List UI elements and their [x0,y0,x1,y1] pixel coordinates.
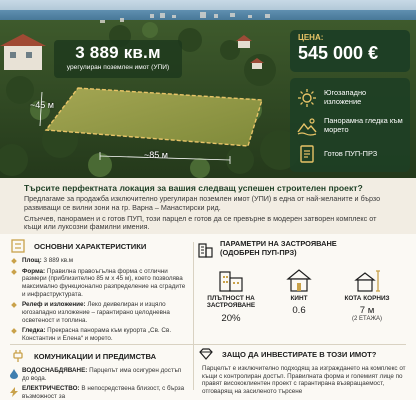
document-icon [296,143,318,165]
intro-paragraph: Слънчев, панорамен и с готов ПУП, този парцел е готов да се превърне в модерен затворен комплекс от къщи или луксозни фамилни имения. [24,213,377,232]
feature-item [296,140,404,168]
metric-value: 7 м [359,305,375,317]
metric-kint [266,266,332,316]
plug-icon [10,348,26,364]
metric-label: КОТА КОРНИЗ [344,295,390,302]
metric-label: КИНТ [290,295,308,302]
metric-sub: (2 ЕТАЖА) [351,316,382,323]
list-item: Гледка: Прекрасна панорама към курорта „Св. Св. Константин и Елена“ и морето. [10,327,190,342]
water-drop-icon [10,367,18,382]
landscape-icon [296,115,318,137]
list-item: Форма: Правилна правоъгълна форма с отлични размери (приблизително 85 м х 45 м), което позволява максимално функционално разпределение на сградите и инфраструктурата. [10,268,190,299]
features-panel [290,78,410,172]
feature-item [296,112,404,140]
communications-header [10,348,190,364]
characteristics-title: ОСНОВНИ ХАРАКТЕРИСТИКИ [34,241,147,251]
characteristics-header [10,238,190,254]
metric-cornice [334,266,400,322]
why-invest-header [198,346,408,362]
house-icon [266,266,332,292]
communications-column [10,348,190,400]
building-icon [198,266,264,292]
intro-paragraph: Предлагаме за продажба изключително урегулиран поземлен имот (УПИ) в една от най-желаните и бързо развиващи се вилни зони на гр. Варна – Манастирски рид. [24,194,381,212]
feature-text: Панорамна гледка към морето [324,116,403,134]
price-card [290,30,410,72]
sun-icon [296,87,318,109]
metric-value: 20% [221,312,241,324]
list-item: ВОДОСНАБДЯВАНЕ: Парцелът има осигурен достъп до вода. [10,367,190,382]
list-item: Площ: 3 889 кв.м [10,257,190,265]
list-item: Релеф и изложение: Леко деивелиран и изцяло югозападно изложение – гарантирано целодневна осветеност и топлина. [10,301,190,324]
vertical-divider [193,242,194,390]
metric-density [198,266,264,324]
lightning-icon [10,385,18,400]
details-section [0,234,416,400]
communications-title: КОМУНИКАЦИИ И ПРЕДИМСТВА [34,351,157,361]
characteristics-column [10,238,190,343]
why-invest-text: Парцелът е изключително подходящ за изграждането на комплекс от къщи с контролиран достъп. Правилната форма и големият лице по правят висококлиентен проект с гарантирана възвращаемост, отговарящ на засиленото търсене [202,365,406,396]
intro-section [0,178,416,234]
horizontal-divider [10,344,406,345]
metric-value: 0.6 [292,305,306,317]
intro-heading: Търсите перфектната локация за вашия следващ успешен строителен проект? [24,183,363,193]
feature-text: Готов ПУП-ПРЗ [324,148,378,158]
why-invest-title: ЗАЩО ДА ИНВЕСТИРАТЕ В ТОЗИ ИМОТ? [222,349,377,359]
ruler-icon [334,266,400,292]
hero-photo [0,0,416,178]
dimension-width-label: ~45 м [30,100,54,110]
feature-text: Югозападно изложение [324,88,367,106]
dimension-length-label: ~85 м [144,150,168,160]
why-invest-section [198,346,408,396]
diamond-icon [198,346,214,362]
metric-label: ПЛЪТНОСТ НА ЗАСТРОЯВАНЕ [206,295,256,310]
area-caption: урегулиран поземлен имот (УПИ) [66,64,170,71]
price-value: 545 000 € [298,43,379,63]
area-value: 3 889 кв.м [75,43,161,62]
buildings-icon [198,240,214,262]
params-title: ПАРАМЕТРИ НА ЗАСТРОЯВАНЕ (ОДОБРЕН ПУП-ПРЗ) [220,239,337,257]
list-icon [10,238,26,254]
list-item: ЕЛЕКТРИЧЕСТВО: В непосредствена близост, с бърза възможност за [10,385,190,400]
feature-item [296,84,404,112]
area-badge [54,40,182,78]
price-label: ЦЕНА: [298,33,324,42]
